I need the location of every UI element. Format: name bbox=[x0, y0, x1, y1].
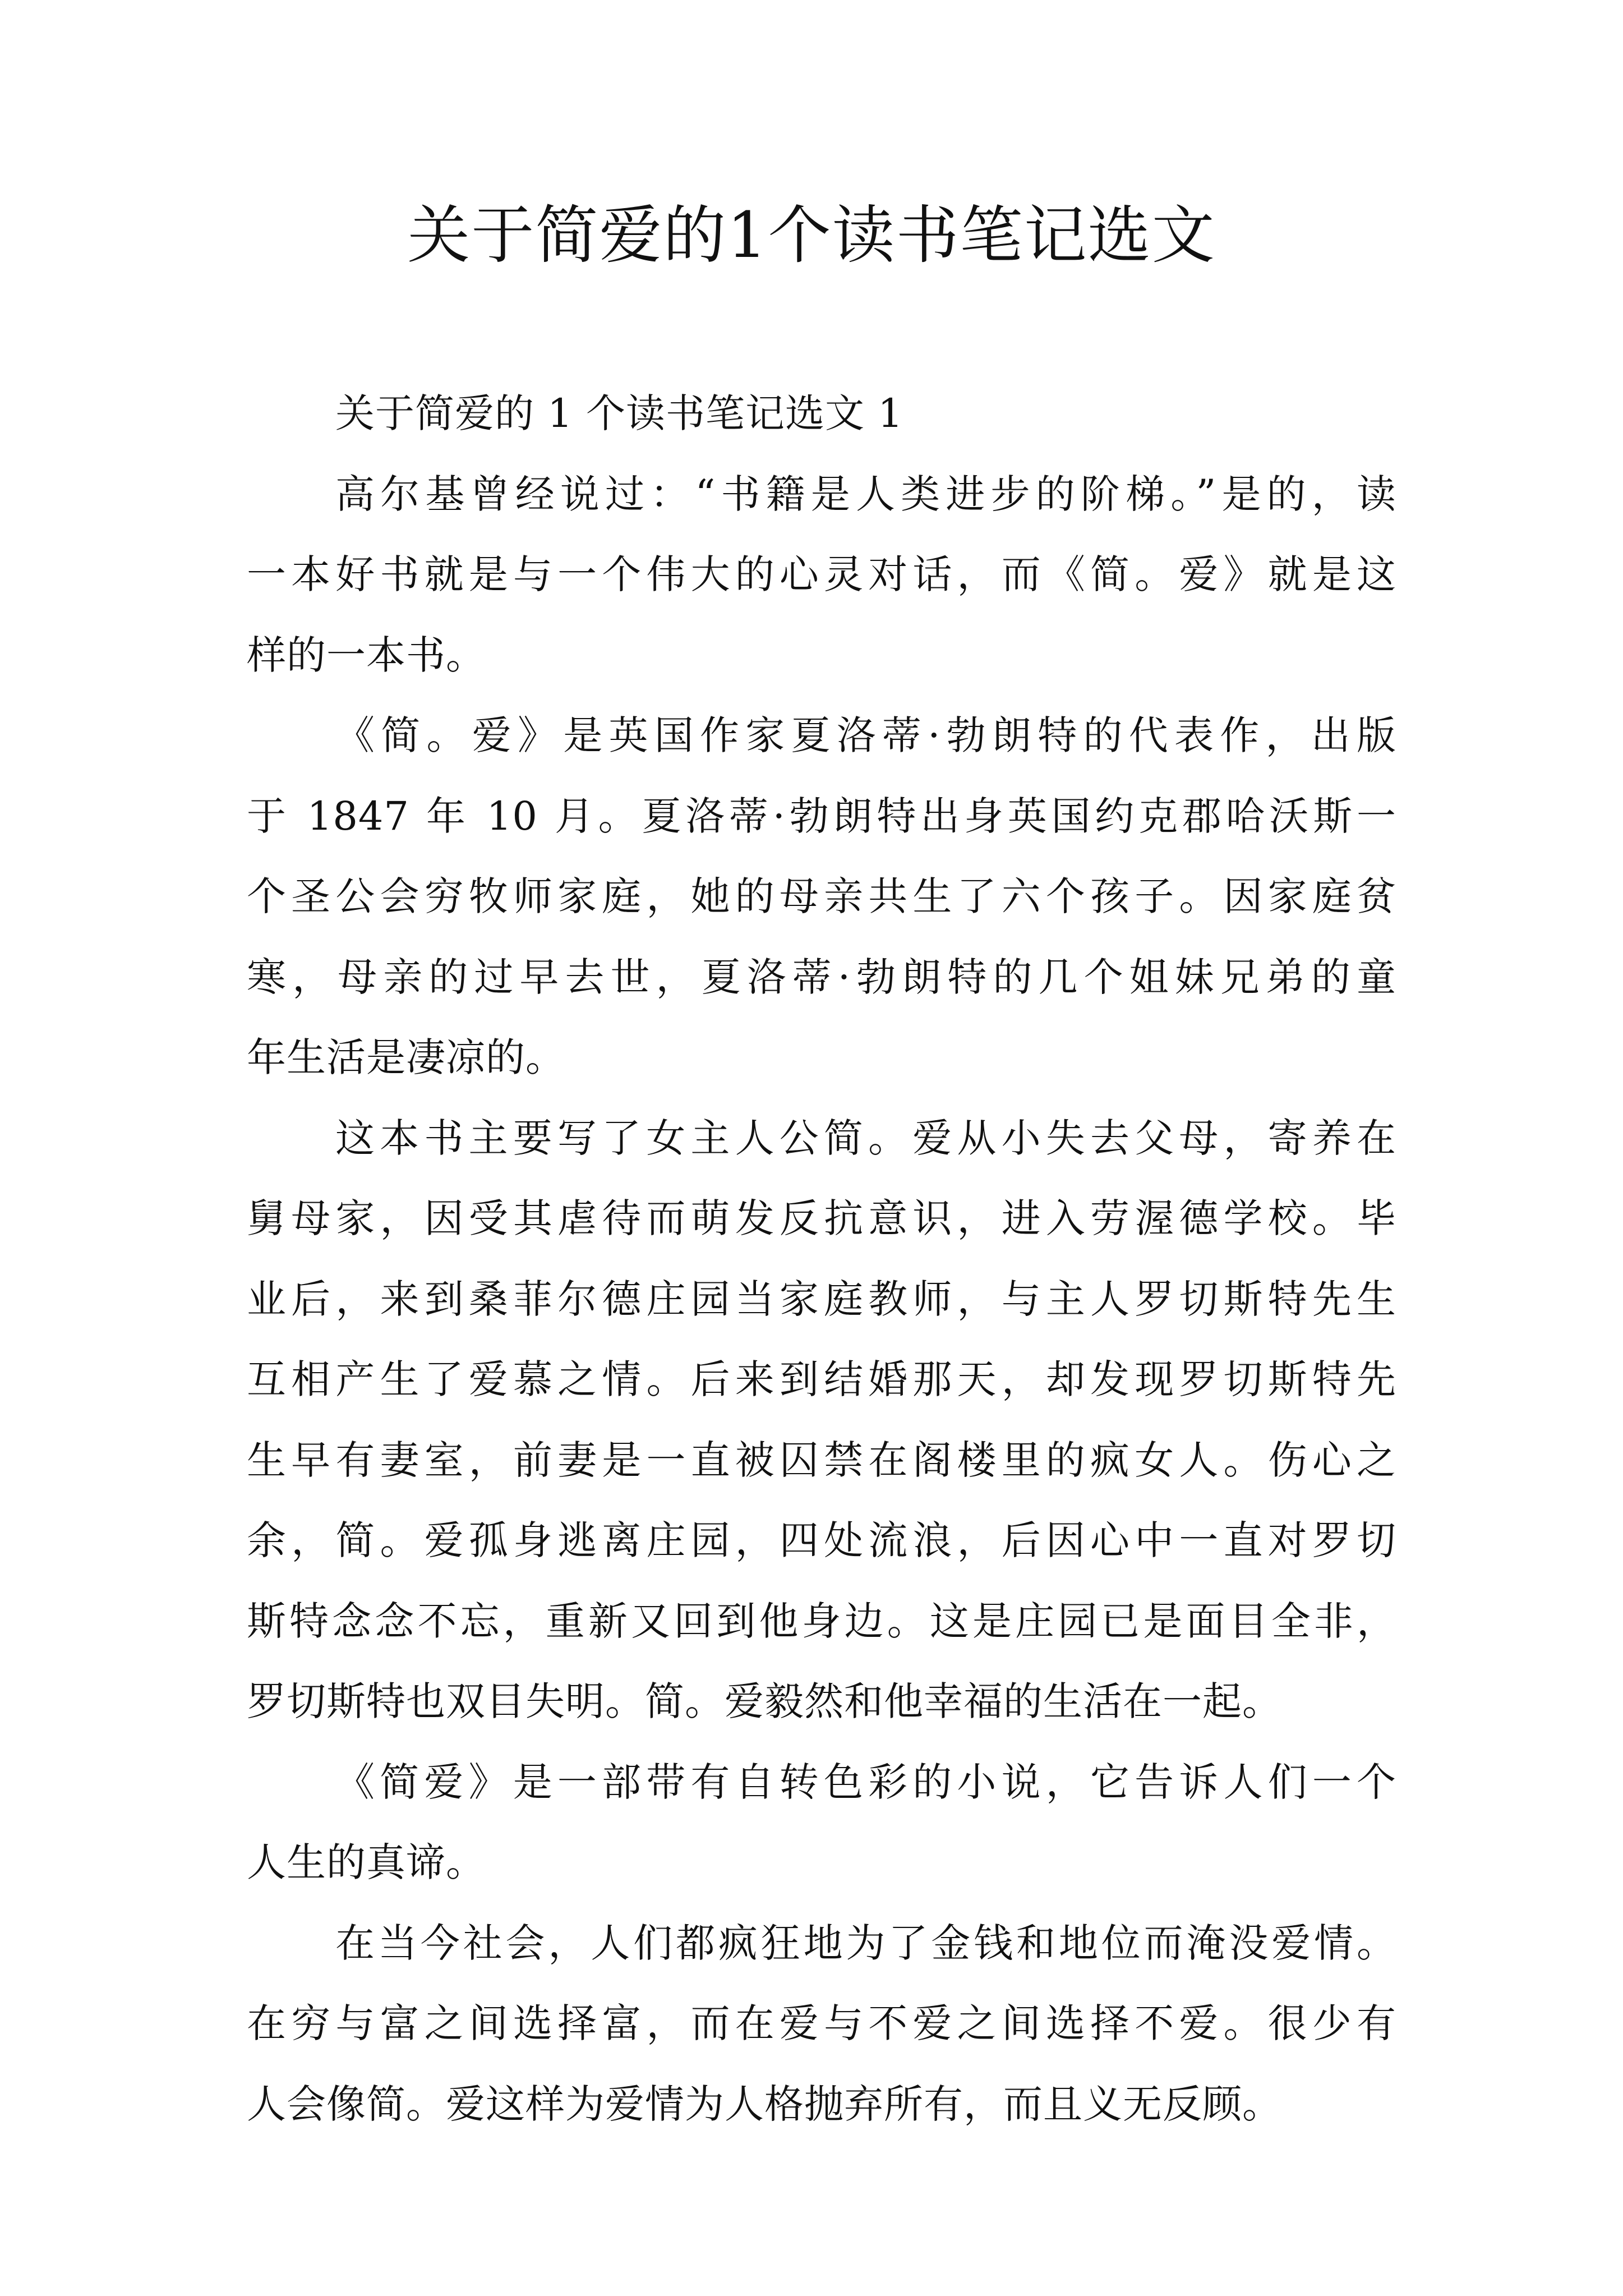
paragraph-line: 舅母家，因受其虐待而萌发反抗意识，进入劳渥德学校。毕 bbox=[247, 1195, 1396, 1241]
paragraph-line: 高尔基曾经说过：“书籍是人类进步的阶梯。”是的，读 bbox=[335, 471, 1396, 517]
paragraph-line: 生早有妻室，前妻是一直被囚禁在阁楼里的疯女人。伤心之 bbox=[247, 1437, 1396, 1483]
paragraph-line: 寒，母亲的过早去世，夏洛蒂·勃朗特的几个姐妹兄弟的童 bbox=[247, 954, 1396, 1000]
paragraph-line: 年生活是凄凉的。 bbox=[247, 1034, 565, 1080]
paragraph-line: 余，简。爱孤身逃离庄园，四处流浪，后因心中一直对罗切 bbox=[247, 1517, 1396, 1563]
paragraph-line: 互相产生了爱慕之情。后来到结婚那天，却发现罗切斯特先 bbox=[247, 1356, 1396, 1402]
paragraph-line: 《简爱》是一部带有自转色彩的小说，它告诉人们一个 bbox=[335, 1759, 1396, 1805]
paragraph-line: 在穷与富之间选择富，而在爱与不爱之间选择不爱。很少有 bbox=[247, 2000, 1396, 2046]
paragraph-line: 一本好书就是与一个伟大的心灵对话，而《简。爱》就是这 bbox=[247, 551, 1396, 597]
paragraph-line: 个圣公会穷牧师家庭，她的母亲共生了六个孩子。因家庭贫 bbox=[247, 873, 1396, 919]
paragraph-line: 业后，来到桑菲尔德庄园当家庭教师，与主人罗切斯特先生 bbox=[247, 1276, 1396, 1322]
document-body bbox=[247, 374, 1396, 2145]
paragraph-line: 于 1847 年 10 月。夏洛蒂·勃朗特出身英国约克郡哈沃斯一 bbox=[247, 793, 1396, 839]
paragraph-line: 这本书主要写了女主人公简。爱从小失去父母，寄养在 bbox=[335, 1115, 1396, 1161]
paragraph-line: 样的一本书。 bbox=[247, 632, 486, 678]
document-title: 关于简爱的1个读书笔记选文 bbox=[407, 199, 1216, 272]
paragraph-line: 《简。爱》是英国作家夏洛蒂·勃朗特的代表作，出版 bbox=[335, 712, 1396, 758]
section-heading: 关于简爱的 1 个读书笔记选文 1 bbox=[335, 390, 903, 436]
paragraph-line: 人会像简。爱这样为爱情为人格抛弃所有，而且义无反顾。 bbox=[247, 2081, 1282, 2127]
paragraph-line: 斯特念念不忘，重新又回到他身边。这是庄园已是面目全非， bbox=[247, 1598, 1396, 1644]
paragraph-line: 在当今社会，人们都疯狂地为了金钱和地位而淹没爱情。 bbox=[335, 1920, 1396, 1966]
paragraph-line: 罗切斯特也双目失明。简。爱毅然和他幸福的生活在一起。 bbox=[247, 1678, 1282, 1724]
paragraph-line: 人生的真谛。 bbox=[247, 1839, 486, 1885]
